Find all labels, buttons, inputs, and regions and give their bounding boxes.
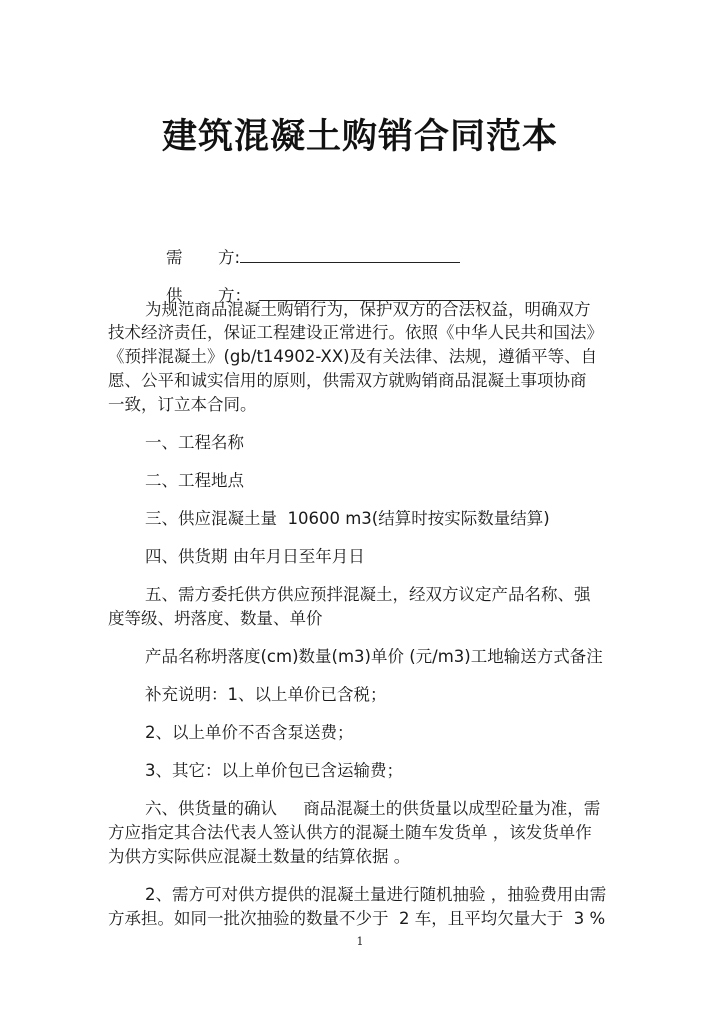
intro-line: 技术经济责任，保证工程建设正常进行。依照《中华人民共和国法》 xyxy=(108,323,603,342)
intro-line: 愿、公平和诚实信用的原则，供需双方就购销商品混凝土事项协商 xyxy=(108,371,587,390)
clause-3: 三、供应混凝土量 10600 m3(结算时按实际数量结算) xyxy=(145,509,550,528)
supplementary-note-1: 补充说明：1、以上单价已含税； xyxy=(145,685,387,704)
document-title: 建筑混凝土购销合同范本 xyxy=(161,117,558,157)
buyer-label: 需 xyxy=(165,248,183,267)
intro-line: 为规范商品混凝土购销行为，保护双方的合法权益，明确双方 xyxy=(145,300,591,319)
intro-line: 一致，订立本合同。 xyxy=(108,395,257,414)
clause-6-line: 六、供货量的确认 商品混凝土的供货量以成型砼量为准，需 xyxy=(145,799,601,818)
supplier-suffix: 方： xyxy=(217,286,251,305)
buyer-suffix: 方: xyxy=(217,248,241,267)
supplementary-note-3: 3、其它：以上单价包已含运输费； xyxy=(145,761,403,780)
page-number: 1 xyxy=(356,935,364,948)
product-table-header: 产品名称坍落度(cm)数量(m3)单价 (元/m3)工地输送方式备注 xyxy=(145,647,603,666)
clause-6-line: 为供方实际供应混凝土数量的结算依据 。 xyxy=(108,847,411,866)
clause-6-line: 方应指定其合法代表人签认供方的混凝土随车发货单 ，该发货单作 xyxy=(108,823,592,842)
clause-4: 四、供货期 由年月日至年月日 xyxy=(145,547,365,566)
clause-6-2-line: 方承担。如同一批次抽验的数量不少于 2 车，且平均欠量大于 3 % xyxy=(108,909,606,928)
supplementary-note-2: 2、以上单价不否含泵送费； xyxy=(145,723,354,742)
intro-line: 《预拌混凝土》(gb/t14902-XX)及有关法律、法规，遵循平等、自 xyxy=(108,347,598,366)
clause-2: 二、工程地点 xyxy=(145,471,244,490)
clause-6-2-line: 2、需方可对供方提供的混凝土量进行随机抽验 ，抽验费用由需 xyxy=(145,885,607,904)
clause-5-line: 五、需方委托供方供应预拌混凝土，经双方议定产品名称、强 xyxy=(145,585,591,604)
supplier-label: 供 xyxy=(165,286,183,305)
clause-5-line: 度等级、坍落度、数量、单价 xyxy=(108,609,323,628)
clause-1: 一、工程名称 xyxy=(145,433,244,452)
